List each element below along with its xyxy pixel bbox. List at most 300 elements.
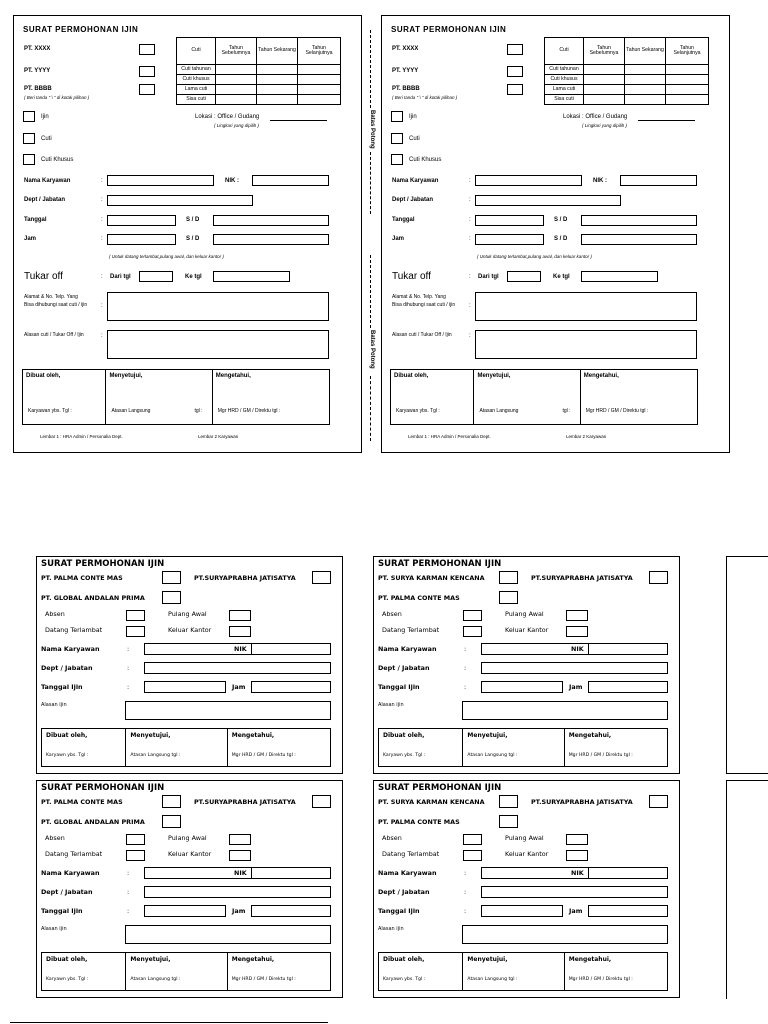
signature-block — [41, 728, 331, 767]
alasan-input[interactable] — [475, 330, 697, 359]
signature-block — [22, 369, 330, 425]
table-cell[interactable] — [257, 75, 298, 85]
tanggal-input[interactable] — [481, 905, 563, 917]
colon: : — [464, 645, 467, 653]
company-1-label: PT. SURYA KARMAN KENCANA — [378, 574, 485, 582]
signature-footer: Karyawn ybs. Tgl : — [383, 977, 426, 982]
signature-footer: Atasan Langsung tgl : — [467, 977, 518, 982]
nama-label: Nama Karyawan — [378, 645, 437, 653]
company-1-checkbox[interactable] — [499, 571, 518, 584]
company-3-label: PT. PALMA CONTE MAS — [378, 818, 460, 826]
dari-tgl-label: Dari tgl — [110, 274, 131, 280]
company-label: PT. XXXX — [392, 46, 419, 52]
nik-label: NIK : — [225, 178, 239, 184]
table-cell[interactable] — [257, 65, 298, 75]
lembar-2: Lembar 2 Karyawan — [198, 434, 239, 439]
type-label: Cuti — [409, 136, 420, 142]
next-form-edge-upper — [726, 556, 768, 774]
company-1-label: PT. PALMA CONTE MAS — [41, 798, 123, 806]
colon: : — [101, 178, 103, 184]
datang-checkbox[interactable] — [126, 850, 145, 861]
permit-form-1 — [13, 15, 362, 453]
dari-tgl-input[interactable] — [507, 271, 541, 282]
pulang-checkbox[interactable] — [229, 610, 251, 621]
type-checkbox[interactable] — [391, 133, 403, 144]
table-cell[interactable] — [666, 95, 709, 105]
colon: : — [469, 333, 471, 339]
colon: : — [127, 907, 130, 915]
datang-checkbox[interactable] — [463, 850, 482, 861]
company-2-label: PT.SURYAPRABHA JATISATYA — [531, 798, 633, 806]
cut-label-upper: Batas Potong — [369, 110, 375, 149]
pulang-label: Pulang Awal — [168, 610, 207, 618]
location-note: ( Lingkari yang dipilih ) — [214, 123, 260, 128]
table-cell[interactable] — [257, 95, 298, 105]
jam-label: Jam — [569, 907, 583, 915]
alasan-input[interactable] — [125, 701, 331, 720]
nama-label: Nama Karyawan — [392, 178, 439, 184]
jam-label: Jam — [569, 683, 583, 691]
jam-input[interactable] — [588, 681, 668, 693]
sd-label: S / D — [554, 236, 568, 242]
jam-label: Jam — [24, 236, 37, 242]
company-1-checkbox[interactable] — [499, 795, 518, 808]
table-header: Tahun Sebelumnya — [216, 38, 257, 65]
datang-label: Datang Terlambat — [45, 850, 103, 858]
company-checkbox[interactable] — [507, 44, 523, 55]
pulang-checkbox[interactable] — [566, 610, 588, 621]
table-header: Tahun Selanjutnya — [298, 38, 341, 65]
sd-label: S / D — [186, 236, 200, 242]
next-form-edge-lower — [726, 780, 768, 999]
table-cell[interactable] — [584, 75, 625, 85]
signature-heading: Dibuat oleh, — [46, 956, 88, 963]
location-line[interactable] — [270, 120, 327, 121]
dept-input[interactable] — [481, 662, 668, 674]
permit-form-small-2 — [373, 556, 680, 774]
tanggal-label: Tanggal Ijin — [378, 907, 420, 915]
permit-form-small-3 — [36, 780, 343, 998]
signature-cell — [474, 370, 580, 424]
jam-input[interactable] — [588, 905, 668, 917]
signature-cell — [463, 729, 564, 766]
keluar-checkbox[interactable] — [229, 626, 251, 637]
signature-cell — [228, 953, 330, 990]
colon: : — [464, 664, 467, 672]
colon: : — [469, 274, 471, 280]
datang-checkbox[interactable] — [463, 626, 482, 637]
keluar-checkbox[interactable] — [229, 850, 251, 861]
colon: : — [469, 236, 471, 242]
late-note: ( Untuk datang terlambat,pulang awal, dan keluar kantor ) — [477, 254, 592, 259]
colon: : — [127, 869, 130, 877]
tukar-off-label: Tukar off — [392, 271, 431, 282]
nama-label: Nama Karyawan — [41, 645, 100, 653]
datang-label: Datang Terlambat — [382, 850, 440, 858]
alamat-input[interactable] — [107, 292, 329, 321]
signature-cell — [565, 953, 667, 990]
dept-label: Dept / Jabatan — [378, 664, 430, 672]
signature-footer: Atasan Langsung — [479, 408, 519, 414]
dept-input[interactable] — [144, 886, 331, 898]
company-2-checkbox[interactable] — [312, 795, 331, 808]
signature-heading: Dibuat oleh, — [383, 956, 425, 963]
tanggal-from-input[interactable] — [475, 215, 544, 226]
colon: : — [469, 178, 471, 184]
signature-cell — [213, 370, 329, 424]
nik-input[interactable] — [588, 643, 668, 655]
signature-footer: Mgr HRD / GM / Direktu tgl : — [217, 408, 281, 414]
signature-footer: tgl : — [562, 408, 571, 414]
alamat-label-2: Bisa dihubungi saat cuti / ijin — [24, 302, 88, 308]
cut-label-lower: Batas Potong — [369, 330, 375, 369]
nik-input[interactable] — [251, 643, 331, 655]
jam-to-input[interactable] — [581, 234, 697, 245]
late-note: ( Untuk datang terlambat,pulang awal, dan keluar kantor ) — [109, 254, 224, 259]
dept-input[interactable] — [144, 662, 331, 674]
signature-footer: Mgr HRD / GM / Direktu tgl : — [231, 753, 296, 758]
company-label: PT. YYYY — [392, 68, 419, 74]
nik-input[interactable] — [251, 867, 331, 879]
signature-cell — [126, 953, 227, 990]
table-cell[interactable] — [625, 85, 666, 95]
alasan-label: Alasan ijin — [41, 702, 67, 708]
signature-heading: Dibuat oleh, — [46, 732, 88, 739]
alasan-label: Alasan ijin — [41, 926, 67, 932]
signature-footer: Atasan Langsung tgl : — [467, 753, 518, 758]
alamat-label: Alamat & No. Telp. Yang — [24, 294, 78, 300]
company-checkbox[interactable] — [139, 66, 155, 77]
jam-from-input[interactable] — [107, 234, 176, 245]
signature-footer: Mgr HRD / GM / Direktu tgl : — [568, 753, 633, 758]
colon: : — [101, 236, 103, 242]
company-3-label: PT. GLOBAL ANDALAN PRIMA — [41, 594, 145, 602]
colon: : — [101, 197, 103, 203]
dari-tgl-input[interactable] — [139, 271, 173, 282]
colon: : — [101, 333, 103, 339]
absen-checkbox[interactable] — [126, 610, 145, 621]
company-label: PT. XXXX — [24, 46, 51, 52]
table-header: Cuti — [545, 38, 584, 65]
alasan-input[interactable] — [125, 925, 331, 944]
tanggal-to-input[interactable] — [213, 215, 329, 226]
company-2-label: PT.SURYAPRABHA JATISATYA — [194, 798, 296, 806]
nama-label: Nama Karyawan — [378, 869, 437, 877]
signature-cell — [565, 729, 667, 766]
signature-block — [390, 369, 698, 425]
alasan-label: Alasan ijin — [378, 926, 404, 932]
table-cell[interactable] — [216, 95, 257, 105]
form-title: SURAT PERMOHONAN IJIN — [41, 559, 165, 569]
form-title: SURAT PERMOHONAN IJIN — [23, 25, 139, 34]
company-checkbox[interactable] — [139, 44, 155, 55]
dept-input[interactable] — [475, 195, 621, 206]
ke-tgl-input[interactable] — [213, 271, 290, 282]
table-cell[interactable] — [216, 65, 257, 75]
dept-label: Dept / Jabatan — [41, 664, 93, 672]
jam-label: Jam — [392, 236, 405, 242]
type-checkbox[interactable] — [23, 111, 35, 122]
tukar-off-label: Tukar off — [24, 271, 63, 282]
colon: : — [127, 683, 130, 691]
keluar-label: Keluar Kantor — [505, 850, 549, 858]
form-title: SURAT PERMOHONAN IJIN — [41, 783, 165, 793]
keluar-checkbox[interactable] — [566, 626, 588, 637]
lembar-1: Lembar 1 : HRA Admin / Personalia Dept. — [408, 434, 491, 439]
signature-footer: Mgr HRD / GM / Direktu tgl : — [231, 977, 296, 982]
sd-label: S / D — [554, 217, 568, 223]
tanggal-from-input[interactable] — [107, 215, 176, 226]
company-checkbox[interactable] — [507, 66, 523, 77]
permit-form-small-4 — [373, 780, 680, 998]
signature-cell — [228, 729, 330, 766]
company-label: PT. YYYY — [24, 68, 51, 74]
company-checkbox[interactable] — [139, 84, 155, 95]
nik-label: NIK — [234, 645, 247, 653]
datang-label: Datang Terlambat — [382, 626, 440, 634]
cut-line-bottom — [370, 376, 371, 441]
table-cell[interactable] — [298, 65, 341, 75]
table-cell[interactable] — [666, 85, 709, 95]
table-row-label: Sisa cuti — [545, 95, 584, 105]
type-label: Cuti Khusus — [41, 157, 74, 163]
table-cell[interactable] — [216, 85, 257, 95]
company-3-checkbox[interactable] — [162, 815, 181, 828]
signature-heading: Mengetahui, — [568, 956, 612, 963]
tanggal-label: Tanggal Ijin — [41, 907, 83, 915]
form-title: SURAT PERMOHONAN IJIN — [391, 25, 507, 34]
location-label: Lokasi : Office / Gudang — [195, 114, 260, 120]
nik-label: NIK — [234, 869, 247, 877]
tanggal-input[interactable] — [144, 681, 226, 693]
colon: : — [464, 888, 467, 896]
absen-label: Absen — [382, 610, 402, 618]
signature-cell — [379, 729, 463, 766]
colon: : — [101, 217, 103, 223]
tanggal-label: Tanggal Ijin — [41, 683, 83, 691]
signature-footer: Karyawan ybs. Tgl : — [28, 408, 72, 414]
signature-heading: Mengetahui, — [231, 732, 275, 739]
company-2-label: PT.SURYAPRABHA JATISATYA — [194, 574, 296, 582]
ke-tgl-label: Ke tgl — [553, 274, 570, 280]
alasan-input[interactable] — [462, 701, 668, 720]
alasan-input[interactable] — [107, 330, 329, 359]
alasan-label: Alasan cuti / Tukar Off / Ijin — [24, 332, 84, 338]
cut-line-upper — [370, 30, 371, 108]
nik-label: NIK — [571, 645, 584, 653]
company-2-label: PT.SURYAPRABHA JATISATYA — [531, 574, 633, 582]
type-label: Ijin — [409, 114, 417, 120]
signature-footer: Karyawn ybs. Tgl : — [46, 977, 89, 982]
signature-heading: Mengetahui, — [215, 373, 251, 379]
signature-cell — [463, 953, 564, 990]
alamat-label-2: Bisa dihubungi saat cuti / ijin — [392, 302, 456, 308]
table-cell[interactable] — [625, 65, 666, 75]
tanggal-label: Tanggal — [24, 217, 47, 223]
jam-input[interactable] — [251, 681, 331, 693]
permit-form-small-1 — [36, 556, 343, 774]
keluar-label: Keluar Kantor — [168, 850, 212, 858]
tanggal-input[interactable] — [481, 681, 563, 693]
table-cell[interactable] — [625, 75, 666, 85]
company-1-checkbox[interactable] — [162, 571, 181, 584]
nama-input[interactable] — [475, 175, 582, 186]
company-2-checkbox[interactable] — [312, 571, 331, 584]
company-3-checkbox[interactable] — [499, 591, 518, 604]
jam-to-input[interactable] — [213, 234, 329, 245]
leave-balance-table — [544, 37, 709, 105]
company-3-checkbox[interactable] — [499, 815, 518, 828]
pulang-checkbox[interactable] — [566, 834, 588, 845]
type-checkbox[interactable] — [391, 154, 403, 165]
table-row-label: Sisa cuti — [177, 95, 216, 105]
keluar-label: Keluar Kantor — [168, 626, 212, 634]
nama-input[interactable] — [107, 175, 214, 186]
company-1-checkbox[interactable] — [162, 795, 181, 808]
colon: : — [101, 303, 103, 309]
signature-footer: Atasan Langsung — [111, 408, 151, 414]
signature-cell — [42, 729, 126, 766]
signature-block — [378, 728, 668, 767]
signature-heading: Dibuat oleh, — [383, 732, 425, 739]
table-cell[interactable] — [298, 85, 341, 95]
dept-input[interactable] — [481, 886, 668, 898]
type-label: Ijin — [41, 114, 49, 120]
jam-label: Jam — [232, 683, 246, 691]
dept-label: Dept / Jabatan — [392, 197, 434, 203]
dept-label: Dept / Jabatan — [378, 888, 430, 896]
colon: : — [101, 274, 103, 280]
absen-label: Absen — [45, 834, 65, 842]
absen-checkbox[interactable] — [463, 834, 482, 845]
location-line[interactable] — [638, 120, 695, 121]
type-checkbox[interactable] — [23, 154, 35, 165]
pulang-checkbox[interactable] — [229, 834, 251, 845]
company-2-checkbox[interactable] — [649, 571, 668, 584]
signature-footer: tgl : — [194, 408, 203, 414]
company-3-checkbox[interactable] — [162, 591, 181, 604]
absen-label: Absen — [45, 610, 65, 618]
signature-cell — [379, 953, 463, 990]
jam-label: Jam — [232, 907, 246, 915]
signature-cell — [391, 370, 474, 424]
absen-checkbox[interactable] — [126, 834, 145, 845]
lembar-1: Lembar 1 : HRA Admin / Personalia Dept. — [40, 434, 123, 439]
signature-footer: Karyawan ybs. Tgl : — [396, 408, 440, 414]
lembar-2: Lembar 2 Karyawan — [566, 434, 607, 439]
nik-input[interactable] — [620, 175, 697, 186]
table-row-label: Cuti tahunan — [177, 65, 216, 75]
colon: : — [469, 217, 471, 223]
datang-checkbox[interactable] — [126, 626, 145, 637]
dari-tgl-label: Dari tgl — [478, 274, 499, 280]
type-checkbox[interactable] — [391, 111, 403, 122]
alasan-label: Alasan cuti / Tukar Off / Ijin — [392, 332, 452, 338]
pulang-label: Pulang Awal — [505, 610, 544, 618]
form-title: SURAT PERMOHONAN IJIN — [378, 559, 502, 569]
alasan-input[interactable] — [462, 925, 668, 944]
table-row-label: Cuti tahunan — [545, 65, 584, 75]
company-1-label: PT. PALMA CONTE MAS — [41, 574, 123, 582]
absen-checkbox[interactable] — [463, 610, 482, 621]
table-cell[interactable] — [298, 95, 341, 105]
signature-block — [41, 952, 331, 991]
table-cell[interactable] — [257, 85, 298, 95]
table-cell[interactable] — [584, 95, 625, 105]
dept-input[interactable] — [107, 195, 253, 206]
type-label: Cuti — [41, 136, 52, 142]
company-3-label: PT. PALMA CONTE MAS — [378, 594, 460, 602]
table-header: Cuti — [177, 38, 216, 65]
signature-heading: Menyetujui, — [467, 732, 508, 739]
colon: : — [127, 645, 130, 653]
check-note: ( Beri tanda " \ " di kotak pilihan ) — [24, 95, 90, 100]
table-header: Tahun Sekarang — [625, 38, 666, 65]
location-label: Lokasi : Office / Gudang — [563, 114, 628, 120]
nik-input[interactable] — [588, 867, 668, 879]
signature-heading: Mengetahui, — [568, 732, 612, 739]
table-row-label: Lama cuti — [545, 85, 584, 95]
table-cell[interactable] — [584, 65, 625, 75]
alamat-input[interactable] — [475, 292, 697, 321]
table-cell[interactable] — [216, 75, 257, 85]
signature-heading: Menyetujui, — [109, 373, 143, 379]
signature-cell — [23, 370, 106, 424]
signature-heading: Dibuat oleh, — [26, 373, 61, 379]
table-cell[interactable] — [666, 65, 709, 75]
company-2-checkbox[interactable] — [649, 795, 668, 808]
table-cell[interactable] — [584, 85, 625, 95]
signature-footer: Mgr HRD / GM / Direktu tgl : — [568, 977, 633, 982]
nik-label: NIK : — [593, 178, 607, 184]
signature-footer: Atasan Langsung tgl : — [130, 977, 181, 982]
signature-cell — [106, 370, 212, 424]
leave-balance-table — [176, 37, 341, 105]
table-cell[interactable] — [625, 95, 666, 105]
alamat-label: Alamat & No. Telp. Yang — [392, 294, 446, 300]
keluar-label: Keluar Kantor — [505, 626, 549, 634]
ke-tgl-input[interactable] — [581, 271, 658, 282]
jam-from-input[interactable] — [475, 234, 544, 245]
nik-label: NIK — [571, 869, 584, 877]
signature-cell — [581, 370, 697, 424]
pulang-label: Pulang Awal — [168, 834, 207, 842]
jam-input[interactable] — [251, 905, 331, 917]
tanggal-input[interactable] — [144, 905, 226, 917]
company-checkbox[interactable] — [507, 84, 523, 95]
nik-input[interactable] — [252, 175, 329, 186]
tanggal-to-input[interactable] — [581, 215, 697, 226]
table-row-label: Cuti khusus — [545, 75, 584, 85]
signature-heading: Menyetujui, — [467, 956, 508, 963]
cut-line-mid — [370, 152, 371, 214]
permit-form-2 — [381, 15, 730, 453]
signature-heading: Menyetujui, — [130, 956, 171, 963]
alasan-label: Alasan ijin — [378, 702, 404, 708]
datang-label: Datang Terlambat — [45, 626, 103, 634]
signature-heading: Mengetahui, — [583, 373, 619, 379]
signature-footer: Karyawn ybs. Tgl : — [46, 753, 89, 758]
table-cell[interactable] — [666, 75, 709, 85]
table-row-label: Cuti khusus — [177, 75, 216, 85]
check-note: ( Beri tanda " \ " di kotak pilihan ) — [392, 95, 458, 100]
keluar-checkbox[interactable] — [566, 850, 588, 861]
table-cell[interactable] — [298, 75, 341, 85]
tanggal-label: Tanggal — [392, 217, 415, 223]
type-checkbox[interactable] — [23, 133, 35, 144]
company-3-label: PT. GLOBAL ANDALAN PRIMA — [41, 818, 145, 826]
table-header: Tahun Selanjutnya — [666, 38, 709, 65]
